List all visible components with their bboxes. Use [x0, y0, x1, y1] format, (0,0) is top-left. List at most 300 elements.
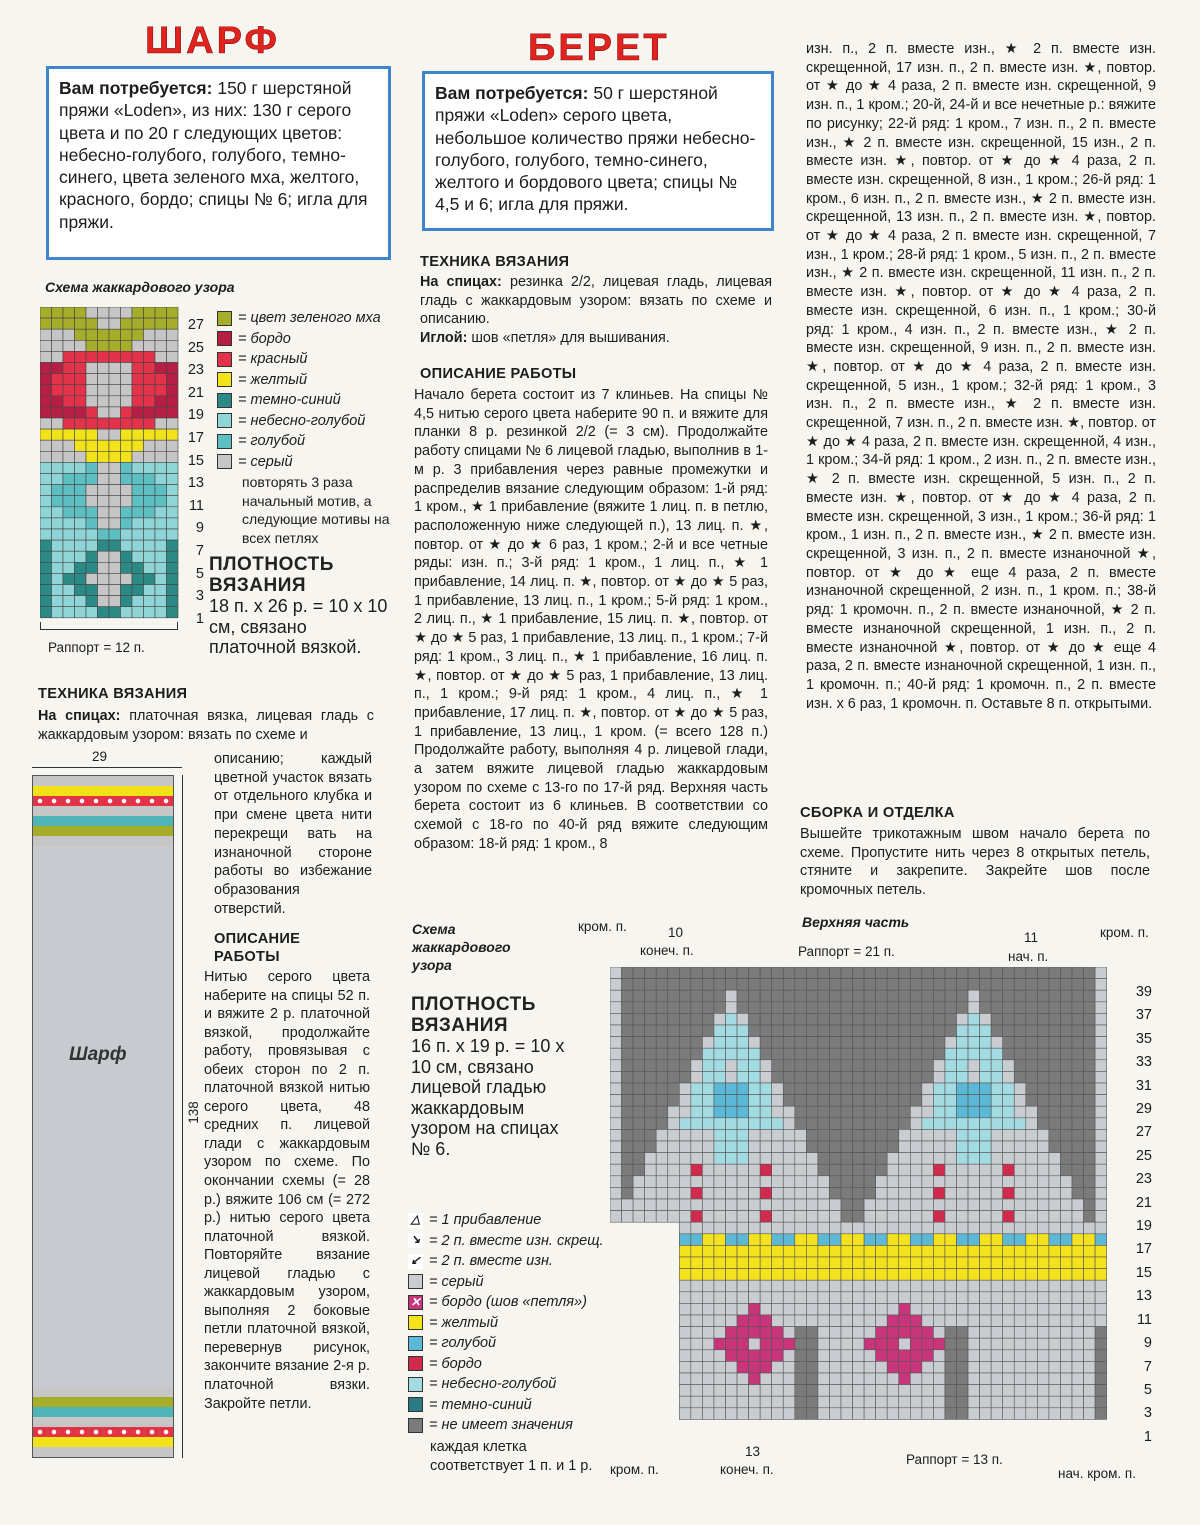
beret-chart-cell [841, 1245, 853, 1257]
beret-chart-cell [922, 1199, 934, 1211]
beret-chart-cell [1072, 1245, 1084, 1257]
beret-chart-cell [714, 1025, 726, 1037]
beret-chart-cell [864, 1037, 876, 1049]
scarf-chart-cell [155, 607, 167, 618]
beret-chart-cell [1072, 1408, 1084, 1420]
beret-chart-cell [633, 1106, 645, 1118]
scarf-chart-cell [86, 573, 98, 584]
scarf-band-stripe [33, 1417, 173, 1427]
beret-chart-cell [1084, 1083, 1096, 1095]
beret-chart-cell [887, 1315, 899, 1327]
scarf-chart-cell [98, 551, 110, 562]
beret-top-part-label: Верхняя часть [802, 914, 910, 930]
beret-chart-cell [968, 1176, 980, 1188]
scarf-chart-cell [144, 396, 156, 407]
beret-chart-cell [864, 1245, 876, 1257]
beret-chart-cell [679, 1350, 691, 1362]
beret-chart-cell [876, 990, 888, 1002]
beret-chart-cell [968, 1234, 980, 1246]
beret-chart-cell [841, 1269, 853, 1281]
scarf-band-stripe [33, 1407, 173, 1417]
scarf-chart-cell [75, 374, 87, 385]
beret-chart-cell [933, 1048, 945, 1060]
beret-chart-cell [968, 1327, 980, 1339]
beret-chart-cell [818, 979, 830, 991]
beret-chart-cell [818, 1060, 830, 1072]
beret-chart-cell [829, 1315, 841, 1327]
beret-chart-cell [829, 1153, 841, 1165]
beret-chart-cell [691, 1373, 703, 1385]
beret-chart-cell [1049, 1292, 1061, 1304]
beret-chart-cell [668, 1013, 680, 1025]
beret-chart-cell [922, 1002, 934, 1014]
beret-chart-cell [945, 1106, 957, 1118]
beret-chart-cell [899, 1002, 911, 1014]
beret-chart-cell [933, 1245, 945, 1257]
scarf-legend-label: = бордо [238, 330, 291, 347]
beret-chart-cell [818, 1361, 830, 1373]
beret-chart-cell [957, 1013, 969, 1025]
beret-chart-cell [737, 1315, 749, 1327]
beret-chart-cell [702, 1327, 714, 1339]
scarf-chart-cell [98, 429, 110, 440]
beret-chart-cell [726, 1327, 738, 1339]
beret-chart-cell [783, 1303, 795, 1315]
beret-chart-cell [922, 1361, 934, 1373]
beret-chart-cell [853, 1396, 865, 1408]
beret-chart-cell [1026, 1234, 1038, 1246]
beret-chart-cell [772, 1141, 784, 1153]
beret-chart-cell [910, 1292, 922, 1304]
beret-chart-cell [760, 1385, 772, 1397]
beret-chart-cell [772, 1361, 784, 1373]
scarf-chart-cell [132, 329, 144, 340]
beret-chart-cell [726, 1211, 738, 1223]
beret-chart-cell [1026, 1037, 1038, 1049]
beret-chart-cell [910, 1141, 922, 1153]
beret-chart-cell [633, 1187, 645, 1199]
beret-chart-cell [887, 1071, 899, 1083]
scarf-chart-cell [40, 573, 52, 584]
scarf-chart-cell [75, 496, 87, 507]
beret-chart-cell [1060, 1234, 1072, 1246]
scarf-chart-cell [86, 518, 98, 529]
scarf-chart-cell [52, 363, 64, 374]
scarf-chart-cell [40, 396, 52, 407]
beret-chart-cell [968, 1095, 980, 1107]
beret-chart-cell [760, 1083, 772, 1095]
scarf-chart-cell [155, 318, 167, 329]
beret-chart-cell [1060, 1071, 1072, 1083]
beret-chart-cell [1003, 1013, 1015, 1025]
beret-chart-cell [795, 1327, 807, 1339]
scarf-band-stripe [33, 1387, 173, 1397]
beret-chart-cell [760, 1245, 772, 1257]
beret-chart-cell [1060, 1141, 1072, 1153]
beret-chart-cell [1049, 1187, 1061, 1199]
beret-chart-cell [899, 1048, 911, 1060]
scarf-band-stripe [33, 816, 173, 826]
beret-chart-cell [760, 1338, 772, 1350]
scarf-chart-cell [144, 607, 156, 618]
beret-chart-cell [783, 1350, 795, 1362]
beret-chart-cell [933, 1373, 945, 1385]
beret-chart-cell [702, 1002, 714, 1014]
scarf-chart-cell [155, 396, 167, 407]
beret-chart-cell [818, 1106, 830, 1118]
beret-chart-cell [645, 1129, 657, 1141]
scarf-chart-cell [98, 596, 110, 607]
beret-chart-cell [1037, 1129, 1049, 1141]
beret-chart-cell [818, 1141, 830, 1153]
scarf-description-title: ОПИСАНИЕ РАБОТЫ [214, 931, 301, 965]
scarf-legend-item [217, 411, 397, 432]
beret-chart-cell [1014, 1071, 1026, 1083]
beret-chart-cell [714, 990, 726, 1002]
beret-chart-cell [806, 1164, 818, 1176]
beret-chart-cell [714, 1048, 726, 1060]
beret-chart-cell [772, 1245, 784, 1257]
beret-chart-cell [622, 1013, 634, 1025]
beret-chart-cell [1072, 1280, 1084, 1292]
beret-chart-cell [1095, 1129, 1107, 1141]
scarf-legend-label: = красный [238, 351, 308, 368]
beret-chart-cell [818, 1129, 830, 1141]
scarf-chart-cell [52, 551, 64, 562]
beret-chart-cell [887, 1129, 899, 1141]
beret-num10: 10 [668, 925, 684, 940]
beret-chart-cell [795, 1338, 807, 1350]
beret-chart-cell [829, 1303, 841, 1315]
beret-chart-cell [887, 1222, 899, 1234]
scarf-row-number: 13 [187, 475, 204, 492]
scarf-chart-cell [63, 429, 75, 440]
beret-chart-cell [818, 1292, 830, 1304]
beret-chart-cell [818, 1187, 830, 1199]
beret-chart-cell [1095, 1002, 1107, 1014]
beret-chart-cell [1026, 1361, 1038, 1373]
beret-chart-cell [899, 1292, 911, 1304]
scarf-chart-cell [167, 340, 179, 351]
beret-chart-cell [853, 1013, 865, 1025]
scarf-chart-cell [167, 318, 179, 329]
beret-konech-bottom: конеч. п. [720, 1462, 774, 1477]
beret-density-title: ПЛОТНОСТЬ ВЯЗАНИЯ [411, 994, 536, 1036]
beret-num11: 11 [1024, 930, 1039, 945]
beret-chart-cell [772, 1280, 784, 1292]
beret-chart-cell [1026, 1153, 1038, 1165]
beret-legend-label: = 2 п. вместе изн. [429, 1253, 553, 1270]
beret-chart-cell [726, 1071, 738, 1083]
beret-chart-cell [910, 1095, 922, 1107]
beret-chart-cell [841, 1118, 853, 1130]
beret-chart-cell [783, 979, 795, 991]
beret-chart-cell [783, 1280, 795, 1292]
beret-chart-cell [1037, 1013, 1049, 1025]
beret-chart-cell [968, 1350, 980, 1362]
beret-chart-cell [1060, 1269, 1072, 1281]
beret-chart-cell [1026, 1327, 1038, 1339]
beret-chart-cell [1026, 1164, 1038, 1176]
beret-legend-label: = небесно-голубой [429, 1376, 557, 1393]
beret-chart-cell [714, 1373, 726, 1385]
beret-chart-cell [1014, 1292, 1026, 1304]
scarf-row-numbers [178, 314, 204, 630]
beret-chart-cell [957, 1245, 969, 1257]
scarf-row-number: 3 [195, 588, 204, 605]
beret-chart-cell [772, 1269, 784, 1281]
beret-chart-cell [760, 1396, 772, 1408]
beret-chart-cell [864, 1396, 876, 1408]
beret-chart-cell [829, 1385, 841, 1397]
beret-chart-cell [1014, 1269, 1026, 1281]
beret-chart-cell [1049, 1129, 1061, 1141]
beret-chart-cell [610, 1176, 622, 1188]
scarf-chart-cell [167, 518, 179, 529]
scarf-chart-cell [144, 529, 156, 540]
beret-chart-cell [1084, 1037, 1096, 1049]
beret-chart-cell [633, 967, 645, 979]
beret-chart-cell [806, 1338, 818, 1350]
beret-chart-cell [853, 1153, 865, 1165]
beret-chart-cell [714, 979, 726, 991]
beret-chart-cell [864, 979, 876, 991]
beret-chart-cell [957, 1025, 969, 1037]
scarf-chart-cell [75, 318, 87, 329]
beret-chart-cell [1060, 1396, 1072, 1408]
beret-chart-cell [622, 990, 634, 1002]
scarf-chart-cell [167, 507, 179, 518]
scarf-chart-cell [155, 585, 167, 596]
beret-chart-cell [1095, 1257, 1107, 1269]
scarf-chart-cell [132, 540, 144, 551]
beret-chart-cell [806, 1234, 818, 1246]
beret-chart-cell [991, 1385, 1003, 1397]
scarf-chart-cell [109, 518, 121, 529]
beret-chart-cell [876, 1025, 888, 1037]
beret-chart-cell [656, 1187, 668, 1199]
beret-chart-cell [622, 1025, 634, 1037]
scarf-width-dim [32, 767, 182, 768]
beret-chart-cell [991, 1187, 1003, 1199]
beret-chart-cell [829, 1083, 841, 1095]
beret-chart-cell [737, 967, 749, 979]
beret-chart-cell [829, 979, 841, 991]
beret-chart-cell [702, 1083, 714, 1095]
beret-chart-cell [864, 967, 876, 979]
beret-chart-cell [691, 1315, 703, 1327]
beret-chart-cell [633, 1118, 645, 1130]
beret-chart-cell [899, 1269, 911, 1281]
beret-chart-cell [1072, 1083, 1084, 1095]
beret-chart-cell [957, 1361, 969, 1373]
beret-chart-cell [1084, 1396, 1096, 1408]
beret-num13: 13 [745, 1444, 761, 1459]
beret-chart-cell [1003, 1396, 1015, 1408]
beret-chart-cell [645, 1060, 657, 1072]
beret-chart-cell [783, 1002, 795, 1014]
beret-chart-cell [829, 1060, 841, 1072]
beret-chart-cell [645, 1176, 657, 1188]
scarf-chart-cell [109, 496, 121, 507]
beret-chart-cell [1084, 1303, 1096, 1315]
scarf-chart-cell [167, 529, 179, 540]
beret-chart-cell [991, 1292, 1003, 1304]
beret-chart-cell [622, 1060, 634, 1072]
beret-chart-cell [760, 1025, 772, 1037]
scarf-chart-cell [86, 318, 98, 329]
beret-chart-cell [749, 1245, 761, 1257]
beret-chart-cell [1014, 990, 1026, 1002]
scarf-diagram [32, 775, 174, 1458]
beret-chart-cell [910, 1071, 922, 1083]
beret-chart-cell [679, 990, 691, 1002]
beret-chart-cell [968, 1280, 980, 1292]
beret-chart-cell [806, 1013, 818, 1025]
beret-chart-cell [610, 1025, 622, 1037]
beret-chart-cell [910, 1060, 922, 1072]
beret-chart-cell [876, 1095, 888, 1107]
beret-chart-cell [910, 1025, 922, 1037]
scarf-chart-cell [86, 340, 98, 351]
beret-chart-cell [991, 1338, 1003, 1350]
beret-chart-cell [645, 1071, 657, 1083]
beret-chart-cell [991, 1373, 1003, 1385]
beret-chart-cell [1014, 1106, 1026, 1118]
beret-chart-cell [945, 1037, 957, 1049]
beret-chart-cell [957, 1315, 969, 1327]
beret-chart-cell [853, 1095, 865, 1107]
beret-chart-cell [991, 1350, 1003, 1362]
beret-chart-cell [980, 979, 992, 991]
beret-chart-cell [679, 1373, 691, 1385]
scarf-chart-cell [144, 418, 156, 429]
beret-chart-cell [679, 1164, 691, 1176]
beret-chart-cell [795, 1257, 807, 1269]
beret-chart-cell [795, 1129, 807, 1141]
beret-chart-cell [841, 1002, 853, 1014]
beret-chart-cell [841, 1396, 853, 1408]
beret-chart-cell [980, 1292, 992, 1304]
beret-chart-cell [1072, 1153, 1084, 1165]
beret-chart-cell [610, 1106, 622, 1118]
beret-chart-cell [922, 1153, 934, 1165]
beret-chart-cell [1095, 1303, 1107, 1315]
beret-chart-cell [1072, 967, 1084, 979]
beret-chart-cell [980, 1269, 992, 1281]
beret-chart-cell [691, 967, 703, 979]
scarf-chart-cell [63, 562, 75, 573]
beret-chart-cell [772, 1303, 784, 1315]
beret-chart-cell [991, 1176, 1003, 1188]
beret-chart-cell [1014, 1153, 1026, 1165]
scarf-chart-cell [121, 507, 133, 518]
beret-chart-cell [1060, 1211, 1072, 1223]
beret-chart-cell [702, 1153, 714, 1165]
beret-chart-cell [1037, 1199, 1049, 1211]
beret-chart-cell [1026, 1199, 1038, 1211]
beret-chart-cell [818, 1153, 830, 1165]
beret-chart-cell [899, 1327, 911, 1339]
beret-chart-cell [968, 1164, 980, 1176]
beret-chart-cell [1084, 1129, 1096, 1141]
beret-chart-cell [795, 1269, 807, 1281]
beret-chart-cell [1060, 1303, 1072, 1315]
beret-chart-cell [668, 1211, 680, 1223]
beret-chart-cell [760, 1315, 772, 1327]
beret-chart-cell [691, 1338, 703, 1350]
beret-chart-cell [1060, 1408, 1072, 1420]
scarf-chart-cell [63, 551, 75, 562]
beret-chart-cell [714, 1060, 726, 1072]
beret-chart-cell [760, 1361, 772, 1373]
beret-chart-cell [864, 1373, 876, 1385]
scarf-chart-cell [40, 551, 52, 562]
beret-chart-cell [726, 1141, 738, 1153]
beret-chart-cell [749, 1222, 761, 1234]
beret-chart-cell [1014, 1187, 1026, 1199]
scarf-chart-cell [121, 329, 133, 340]
scarf-chart-cell [155, 551, 167, 562]
beret-chart-cell [1060, 1048, 1072, 1060]
scarf-chart-cell [144, 429, 156, 440]
scarf-chart-cell [121, 363, 133, 374]
beret-chart-cell [899, 1176, 911, 1188]
beret-chart-cell [702, 1315, 714, 1327]
beret-chart-cell [922, 1245, 934, 1257]
scarf-chart-cell [132, 562, 144, 573]
beret-chart-cell [1060, 1106, 1072, 1118]
beret-chart-cell [864, 1338, 876, 1350]
beret-chart-cell [610, 1187, 622, 1199]
scarf-chart-cell [144, 363, 156, 374]
beret-chart-cell [864, 1199, 876, 1211]
scarf-chart-cell [52, 374, 64, 385]
beret-chart-cell [910, 1211, 922, 1223]
beret-chart-cell [749, 1361, 761, 1373]
beret-chart-cell [991, 1129, 1003, 1141]
beret-chart-cell [622, 967, 634, 979]
beret-chart-cell [1072, 1037, 1084, 1049]
beret-chart-cell [1026, 1396, 1038, 1408]
beret-chart-cell [841, 1211, 853, 1223]
beret-chart-cell [933, 1071, 945, 1083]
beret-chart-cell [841, 1338, 853, 1350]
beret-rapport-top: Раппорт = 21 п. [798, 944, 895, 959]
beret-chart-cell [633, 1002, 645, 1014]
scarf-chart-cell [98, 474, 110, 485]
beret-chart-cell [1095, 1408, 1107, 1420]
beret-chart-cell [1003, 1060, 1015, 1072]
scarf-chart-cell [98, 529, 110, 540]
scarf-chart-cell [121, 462, 133, 473]
beret-chart-cell [1084, 1245, 1096, 1257]
beret-chart-cell [633, 1048, 645, 1060]
scarf-chart-cell [52, 496, 64, 507]
scarf-chart-cell [155, 363, 167, 374]
beret-chart-cell [645, 1048, 657, 1060]
beret-chart-cell [1095, 990, 1107, 1002]
beret-chart-cell [806, 1222, 818, 1234]
beret-chart-cell [818, 1164, 830, 1176]
beret-chart-cell [1060, 1385, 1072, 1397]
beret-chart-cell [1003, 1257, 1015, 1269]
beret-chart-cell [760, 1257, 772, 1269]
beret-chart-cell [991, 1025, 1003, 1037]
scarf-chart-cell [86, 496, 98, 507]
beret-chart-cell [726, 1060, 738, 1072]
scarf-chart-cell [98, 318, 110, 329]
